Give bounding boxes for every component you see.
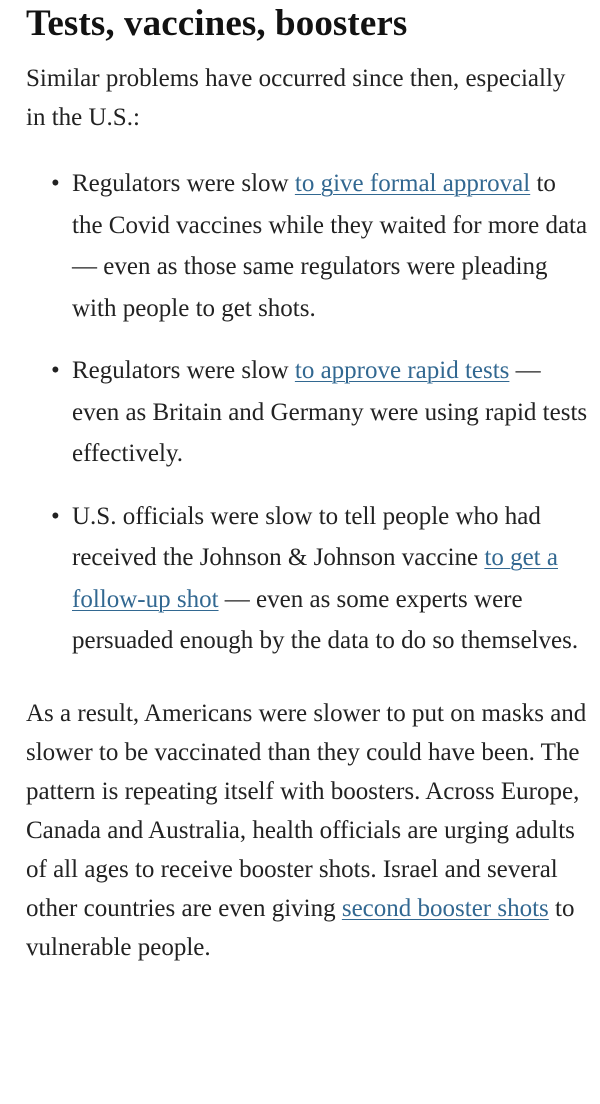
conclusion-paragraph [26, 694, 590, 967]
bullet-text: to the Covid vaccines while they waited for more data — even as those same regulators were pleading with people to get shots. [72, 170, 588, 322]
bullet-item-follow-up-shot [26, 496, 590, 662]
link-follow-up-shot[interactable]: to get a follow-up shot [72, 544, 558, 613]
intro-paragraph: Similar problems have occurred since then, especially in the U.S.: [26, 65, 566, 131]
bullet-text: Regulators were slow [72, 357, 295, 384]
bullet-text: Regulators were slow [72, 170, 295, 197]
link-rapid-tests[interactable]: to approve rapid tests [294, 357, 510, 384]
bullet-text: — even as Britain and Germany were using rapid tests effectively. [72, 357, 588, 467]
conclusion-text: As a result, Americans were slower to put on masks and slower to be vaccinated than they could have been. The pattern is repeating itself with boosters. Across Europe, Canada and Australia, health officials are urging adults of all ages to receive booster shots. Israel and several other countries are even giving [26, 699, 587, 922]
link-second-booster-shots[interactable]: second booster shots [341, 894, 549, 922]
article-body [26, 0, 590, 967]
bullet-item-approval [26, 163, 590, 329]
bullet-marker: • [51, 170, 60, 197]
bullet-list [26, 163, 590, 662]
bullet-marker: • [51, 357, 60, 384]
bullet-text: U.S. officials were slow to tell people who had received the Johnson & Johnson vaccine [72, 502, 541, 571]
conclusion-text: to vulnerable people. [26, 894, 575, 961]
bullet-marker: • [51, 502, 60, 530]
bullet-item-rapid-tests [26, 350, 590, 475]
bullet-text: — even as some experts were persuaded enough by the data to do so themselves. [72, 585, 579, 654]
section-heading: Tests, vaccines, boosters [26, 3, 408, 44]
link-formal-approval[interactable]: to give formal approval [294, 170, 531, 197]
